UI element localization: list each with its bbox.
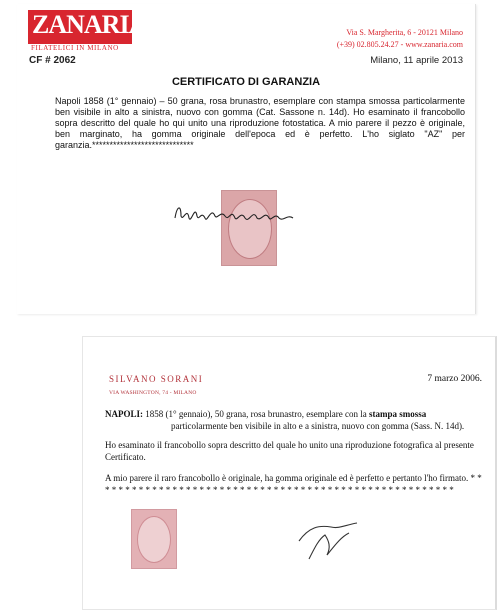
zanaria-certificate xyxy=(17,4,476,314)
sorani-text-b: particolarmente ben visibile in alto e a sinistra, nuovo con gomma (Sass. N. 14d). xyxy=(171,421,465,431)
sorani-text-a: 1858 (1° gennaio), 50 grana, rosa brunastro, esemplare con la xyxy=(143,409,370,419)
sorani-date: 7 marzo 2006. xyxy=(427,374,482,384)
sorani-address: VIA WASHINGTON, 74 - MILANO xyxy=(109,390,197,396)
zanaria-logo-text: ZANARIA xyxy=(32,10,147,39)
certificate-number: CF # 2062 xyxy=(29,55,76,66)
signature-sorani xyxy=(279,507,369,567)
certificate-title: CERTIFICATO DI GARANZIA xyxy=(171,76,321,88)
sorani-name: SILVANO SORANI xyxy=(109,374,204,384)
zanaria-address: Via S. Margherita, 6 - 20121 Milano xyxy=(346,28,463,37)
stamp-medallion-2 xyxy=(137,516,171,563)
sorani-certificate xyxy=(82,336,497,610)
sorani-paragraph-2: Ho esaminato il francobollo sopra descritto del quale ho unito una riproduzione fotografica al presente Certificato. xyxy=(105,440,474,462)
sorani-lead: NAPOLI: xyxy=(105,409,143,419)
certificate-description: Napoli 1858 (1° gennaio) – 50 grana, rosa brunastro, esemplare con stampa smossa particolarmente ben visibile in alto a sinistra, nuovo con gomma (Cat. Sassone n. 14d). Ho esaminato il francobollo sopra descritto del quale ho qui unito una riproduzione fotostatica. A mio parere il pezzo è originale, ben marginato, ha gomma originale dell'epoca ed è perfetto. L'ho siglato "AZ" per garanzia.***************************** xyxy=(55,96,465,150)
sorani-bold-text: stampa smossa xyxy=(369,409,427,419)
certificate-date: Milano, 11 aprile 2013 xyxy=(370,55,463,66)
stamp-image-2 xyxy=(131,509,177,569)
zanaria-logo xyxy=(28,10,147,44)
signature-zanaria xyxy=(171,196,301,226)
sorani-paragraph-1 xyxy=(105,408,485,432)
zanaria-contact: (+39) 02.805.24.27 - www.zanaria.com xyxy=(336,40,463,49)
sorani-paragraph-3: A mio parere il raro francobollo è originale, ha gomma originale ed è perfetto e pertanto l'ho firmato. * * * * * * * * * * * * * * * * * * * * * * * * * * * * * * * * * * * * * * * * * * * * * * * * * * * * * * xyxy=(105,473,482,495)
zanaria-logo-subtitle: FILATELICI IN MILANO xyxy=(31,44,119,52)
